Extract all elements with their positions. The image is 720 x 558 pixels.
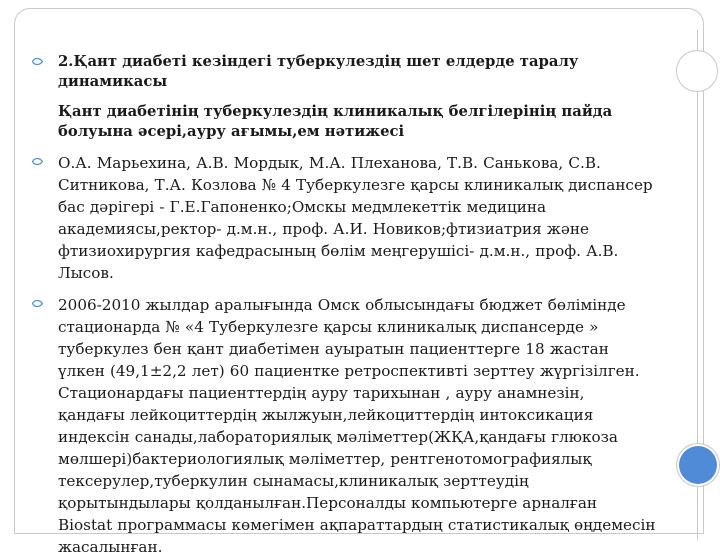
- study-paragraph: 2006-2010 жылдар аралығында Омск облысындағы бюджет бөлімінде стационарда № «4 Туберкулезге қарсы клиникалық диспансерде » туберкулез бен қант диабетімен ауыратын пациенттерге 18 жастан үлкен (49,1±2,2 лет) 60 пациентке ретроспективті зерттеу жүргізілген. Стационардағы пациенттердің ауру тарихынан , ауру анамнезін, қандағы лейкоциттердің жылжуын,лейкоциттердің интоксикация индексін санады,лабораториялық мәліметтер(ЖҚА,қандағы глюкоза мөлшері)бактериологиялық мәліметтер, рентгенотомографиялық тексерулер,туберкулин сынамасы,клиникалық зерттеудің қорытындылары қолданылған.Персоналды компьютерге арналған Biostat программасы көмегімен ақпараттардың статистикалық өңдемесін жасалынған.: [58, 296, 656, 556]
- list-item: [30, 52, 656, 142]
- bullet-icon: [32, 157, 43, 166]
- slide-heading: 2.Қант диабеті кезіндегі туберкулездің шет елдерде таралу динамикасы: [58, 53, 579, 90]
- authors-paragraph: О.А. Марьехина, А.В. Мордык, М.А. Плеханова, Т.В. Санькова, С.В. Ситникова, Т.А. Козлова № 4 Туберкулезге қарсы клиникалық диспансер бас дәрігері - Г.Е.Гапоненко;Омскы медмлекеттік медицина академиясы,ректор- д.м.н., проф. А.И. Новиков;фтизиатрия және фтизиохирургия кафедрасының бөлім меңгерушісі- д.м.н., проф. А.В. Лысов.: [58, 154, 653, 282]
- list-item: [30, 294, 656, 558]
- bullet-icon: [32, 299, 43, 308]
- decorative-rail: [676, 0, 720, 540]
- list-item: [30, 152, 656, 284]
- slide-content: [30, 52, 656, 558]
- outline-circle-icon: [676, 50, 718, 92]
- blue-circle-icon: [679, 446, 717, 484]
- slide-subheading: Қант диабетінің туберкулездің клиникалық белгілерінің пайда болуына әсері,ауру ағымы,ем нәтижесі: [58, 103, 613, 140]
- bullet-icon: [32, 57, 43, 66]
